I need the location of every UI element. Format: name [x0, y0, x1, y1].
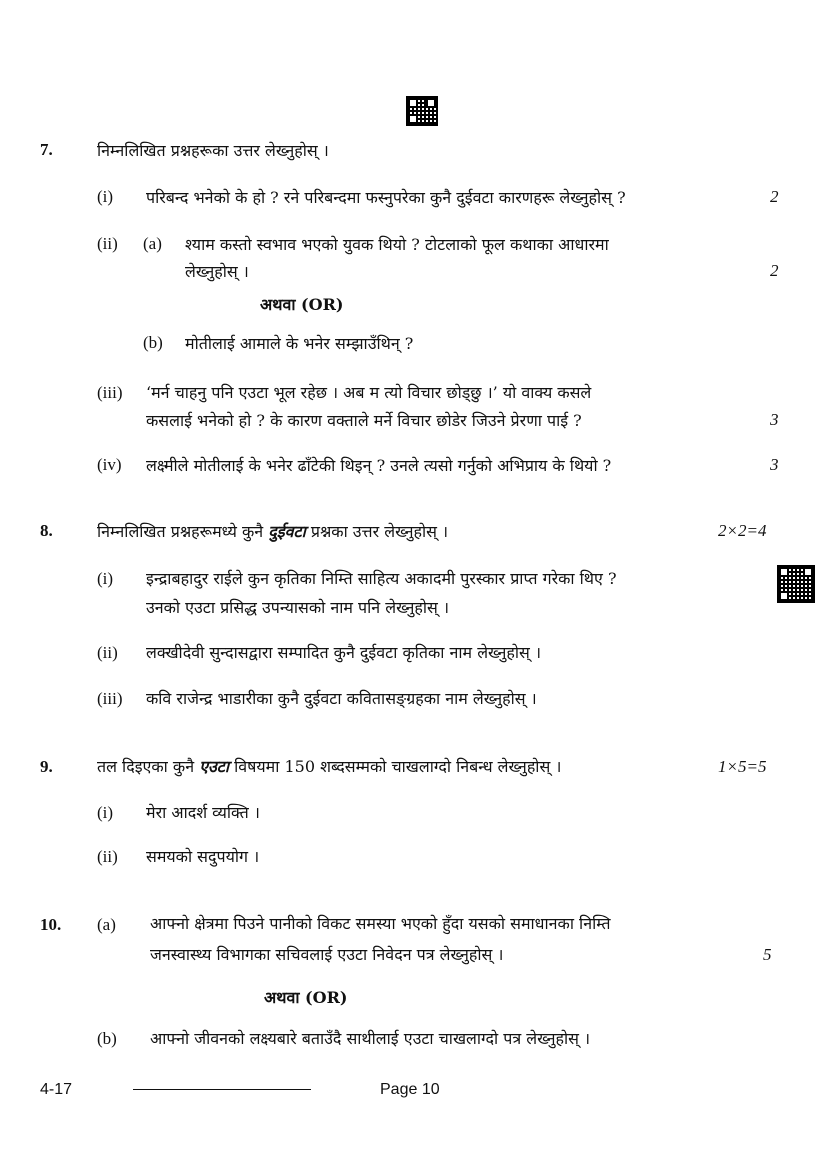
question-text: निम्नलिखित प्रश्नहरूका उत्तर लेख्नुहोस् ।	[97, 141, 329, 160]
question-number: 9.	[40, 757, 53, 776]
option-label: (a)	[143, 234, 162, 253]
marks: 2	[770, 187, 779, 206]
sub-question-text: कसलाई भनेको हो ? के कारण वक्ताले मर्ने विचार छोडेर जिउने प्रेरणा पाई ?	[146, 411, 582, 430]
sub-question-text: मेरा आदर्श व्यक्ति ।	[146, 803, 260, 822]
sub-question-text: कवि राजेन्द्र भाडारीका कुनै दुईवटा कवितासङ्ग्रहका नाम लेख्नुहोस् ।	[146, 689, 537, 708]
question-text-before: तल दिइएका कुनै	[97, 757, 195, 776]
page-number: Page 10	[380, 1081, 440, 1098]
option-text: मोतीलाई आमाले के भनेर सम्झाउँथिन् ?	[185, 334, 414, 353]
sub-question-label: (iii)	[97, 383, 123, 402]
question-number: 10.	[40, 915, 62, 934]
sub-question-label: (ii)	[97, 847, 118, 866]
sub-question-text: उनको एउटा प्रसिद्ध उपन्यासको नाम पनि लेख्नुहोस् ।	[146, 598, 450, 617]
option-text: आफ्नो जीवनको लक्ष्यबारे बताउँदै साथीलाई एउटा चाखलाग्दो पत्र लेख्नुहोस् ।	[150, 1029, 591, 1048]
question-emphasis: एउटा	[199, 757, 230, 776]
sub-question-label: (ii)	[97, 643, 118, 662]
question-number: 8.	[40, 521, 53, 540]
option-text: श्याम कस्तो स्वभाव भएको युवक थियो ? टोटलाको फूल कथाका आधारमा	[185, 235, 609, 254]
marks: 5	[763, 945, 772, 964]
option-text: लेख्नुहोस् ।	[185, 262, 249, 281]
page-code: 4-17	[40, 1081, 73, 1098]
option-text: आफ्नो क्षेत्रमा पिउने पानीको विकट समस्या भएको हुँदा यसको समाधानका निम्ति	[150, 914, 611, 933]
sub-question-label: (i)	[97, 803, 114, 822]
sub-question-label: (iv)	[97, 455, 122, 474]
qr-code-icon	[777, 565, 815, 603]
sub-question-label: (i)	[97, 187, 114, 206]
sub-question-text: लक्ष्मीले मोतीलाई के भनेर ढाँटेकी थिइन् ? उनले त्यसो गर्नुको अभिप्राय के थियो ?	[146, 456, 612, 475]
sub-question-label: (i)	[97, 569, 114, 588]
or-divider: अथवा (OR)	[264, 988, 348, 1007]
sub-question-text: लक्खीदेवी सुन्दासद्वारा सम्पादित कुनै दुईवटा कृतिका नाम लेख्नुहोस् ।	[146, 643, 542, 662]
option-text: जनस्वास्थ्य विभागका सचिवलाई एउटा निवेदन पत्र लेख्नुहोस् ।	[150, 945, 504, 964]
question-emphasis: दुईवटा	[268, 522, 306, 541]
sub-question-text: परिबन्द भनेको के हो ? रने परिबन्दमा फस्नुपरेका कुनै दुईवटा कारणहरू लेख्नुहोस् ?	[146, 188, 626, 207]
option-label: (a)	[97, 915, 116, 934]
marks: 2×2=4	[718, 521, 767, 540]
sub-question-text: ‘मर्न चाहनु पनि एउटा भूल रहेछ । अब म त्यो विचार छोड्छु ।’ यो वाक्य कसले	[146, 383, 592, 402]
qr-code-icon	[406, 96, 438, 126]
footer-divider	[133, 1089, 311, 1090]
question-number: 7.	[40, 140, 53, 159]
question-text	[97, 520, 448, 542]
question-text-after: प्रश्नका उत्तर लेख्नुहोस् ।	[310, 522, 449, 541]
marks: 1×5=5	[718, 757, 767, 776]
option-label: (b)	[143, 333, 163, 352]
marks: 3	[770, 455, 779, 474]
question-text-before: निम्नलिखित प्रश्नहरूमध्ये कुनै	[97, 522, 264, 541]
option-label: (b)	[97, 1029, 117, 1048]
or-divider: अथवा (OR)	[260, 295, 344, 314]
question-text-after: विषयमा 150 शब्दसम्मको चाखलाग्दो निबन्ध लेख्नुहोस् ।	[234, 757, 562, 776]
sub-question-text: इन्द्राबहादुर राईले कुन कृतिका निम्ति साहित्य अकादमी पुरस्कार प्राप्त गरेका थिए ?	[146, 569, 617, 588]
sub-question-text: समयको सदुपयोग ।	[146, 847, 260, 866]
sub-question-label: (ii)	[97, 234, 118, 253]
sub-question-label: (iii)	[97, 689, 123, 708]
marks: 2	[770, 261, 779, 280]
marks: 3	[770, 410, 779, 429]
question-text	[97, 755, 561, 777]
